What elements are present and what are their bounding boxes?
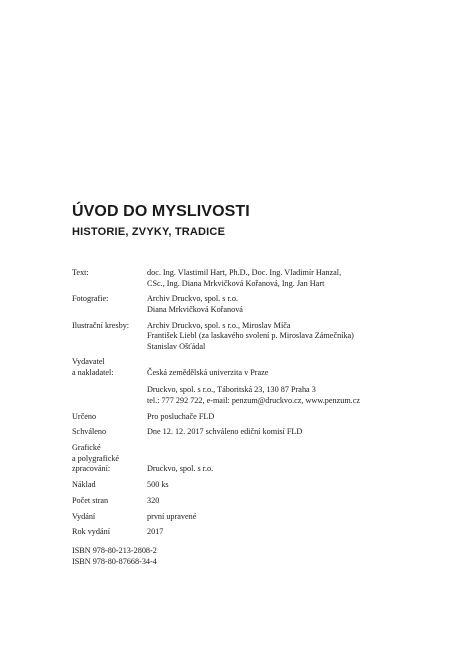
approved-value: Dne 12. 12. 2017 schváleno ediční komisí FLD: [147, 427, 303, 437]
authors-value: [147, 268, 412, 289]
approved-label: Schváleno: [72, 427, 107, 437]
publisher-university: Česká zemědělská univerzita v Praze: [147, 367, 269, 377]
year-label: Rok vydání: [72, 527, 110, 537]
graphics-label-line: a polygrafické: [72, 453, 120, 463]
graphics-company: Druckvo, spol. s r.o.: [147, 464, 214, 474]
authors-row: [72, 268, 412, 289]
intended-value: Pro posluchače FLD: [147, 411, 215, 421]
publisher-label-line: a nakladatel:: [72, 367, 114, 377]
print-run-label: Náklad: [72, 480, 96, 490]
graphics-spacer: [147, 443, 412, 464]
publisher-company-line: Druckvo, spol. s r.o., Táboritská 23, 130 87 Praha 3: [147, 385, 316, 395]
pages-row: [72, 496, 412, 507]
drawings-row: [72, 321, 412, 353]
authors-line: doc. Ing. Vlastimil Hart, Ph.D., Doc. Ing. Vladimír Hanzal,: [147, 268, 342, 277]
approved-row: [72, 427, 412, 438]
isbn-line: ISBN 978-80-213-2808-2: [72, 546, 157, 555]
publisher-gap: [147, 378, 412, 385]
year-value: 2017: [147, 527, 164, 537]
edition-row: [72, 512, 412, 523]
publisher-label: [72, 357, 147, 406]
authors-line: CSc., Ing. Diana Mrkvičková Kořanová, Ing. Jan Hart: [147, 278, 325, 288]
edition-label: Vydání: [72, 511, 96, 521]
pages-label: Počet stran: [72, 495, 109, 505]
book-subtitle: HISTORIE, ZVYKY, TRADICE: [72, 226, 226, 238]
print-run-row: [72, 480, 412, 491]
edition-value: první upravené: [147, 511, 197, 521]
isbn-block: [72, 546, 157, 567]
graphics-row: [72, 443, 412, 475]
drawings-line: František Liebl (za laskavého svolení p. Miroslava Zámečníka): [147, 331, 354, 341]
year-row: [72, 527, 412, 538]
photos-row: [72, 294, 412, 315]
publisher-company-line: tel.: 777 292 722, e-mail: penzum@druckvo.cz, www.penzum.cz: [147, 395, 360, 405]
authors-label: Text:: [72, 268, 89, 277]
publisher-label-line: Vydavatel: [72, 357, 105, 367]
graphics-label-line: zpracování:: [72, 464, 111, 474]
photos-line: Diana Mrkvičková Kořanová: [147, 304, 243, 314]
publisher-value: [147, 357, 412, 406]
photos-line: Archiv Druckvo, spol. s r.o.: [147, 294, 238, 304]
pages-value: 320: [147, 495, 160, 505]
graphics-label-line: Grafické: [72, 443, 101, 453]
graphics-value: [147, 443, 412, 475]
drawings-line: Archiv Druckvo, spol. s r.o., Miroslav Míča: [147, 320, 291, 330]
intended-label: Určeno: [72, 411, 97, 421]
drawings-label: Ilustrační kresby:: [72, 320, 130, 330]
publisher-row: [72, 357, 412, 406]
book-title: ÚVOD DO MYSLIVOSTI: [72, 203, 250, 220]
photos-label: Fotografie:: [72, 294, 109, 304]
drawings-value: [147, 321, 412, 353]
print-run-value: 500 ks: [147, 480, 169, 490]
intended-row: [72, 412, 412, 423]
drawings-line: Stanislav Ošťádal: [147, 341, 206, 351]
photos-value: [147, 294, 412, 315]
isbn-line: ISBN 978-80-87668-34-4: [72, 556, 157, 566]
publisher-spacer: [147, 357, 412, 368]
colophon: [72, 268, 412, 543]
graphics-label: [72, 443, 147, 475]
